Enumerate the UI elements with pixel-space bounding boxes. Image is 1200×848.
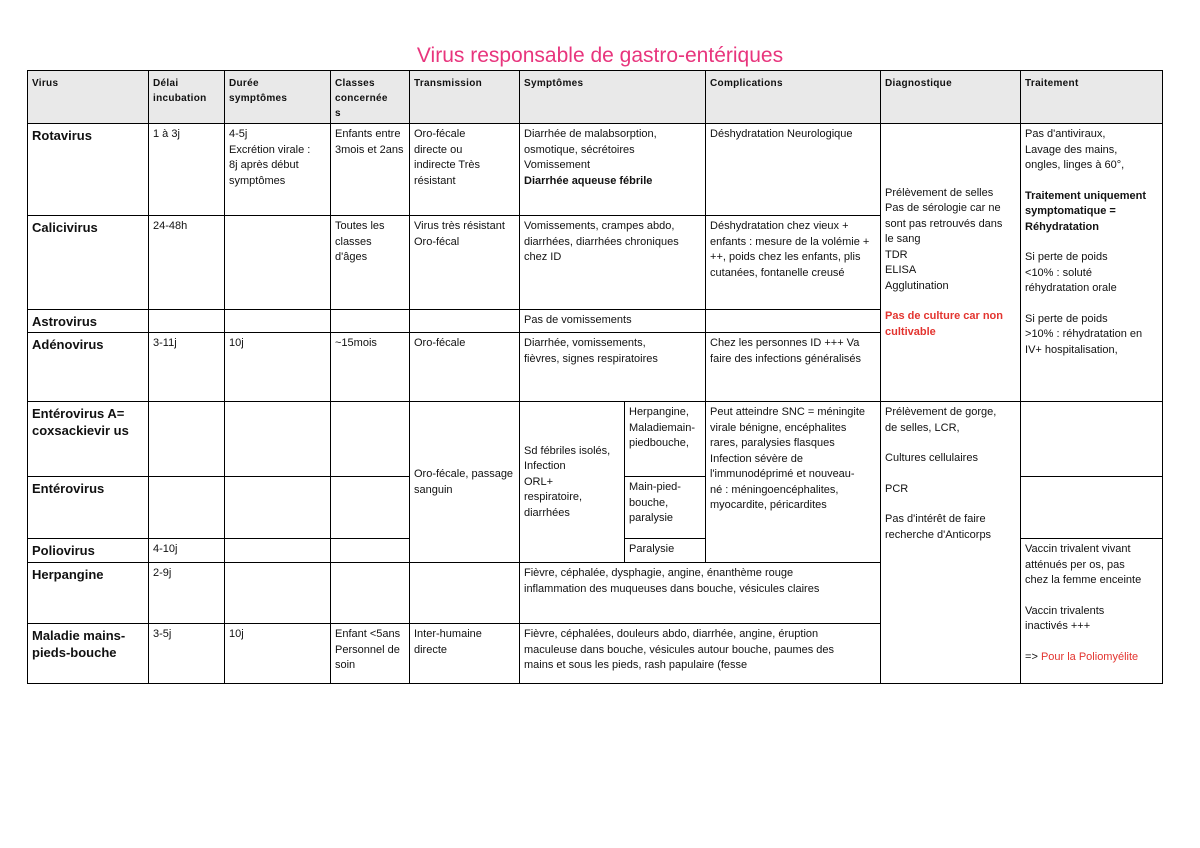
- incubation-cell: 3-11j: [149, 333, 225, 402]
- duree-cell: [225, 402, 331, 477]
- classes-cell: [331, 563, 410, 624]
- header-diagnostique: Diagnostique: [881, 71, 1021, 124]
- header-incubation: Délai incubation: [149, 71, 225, 124]
- classes-cell: [331, 539, 410, 563]
- virus-name: Adénovirus: [28, 333, 149, 402]
- classes-cell: Enfants entre 3mois et 2ans: [331, 124, 410, 216]
- traitement-cell-group2: Vaccin trivalent vivant atténués per os, pas chez la femme enceinte Vaccin trivalents inactivés +++ => Pour la Poliomyélite: [1021, 539, 1163, 684]
- complications-cell: Chez les personnes ID +++ Va faire des infections généralisés: [706, 333, 881, 402]
- symptomes-cell: Vomissements, crampes abdo, diarrhées, diarrhées chroniques chez ID: [520, 216, 706, 310]
- header-row: [28, 71, 1163, 124]
- incubation-cell: 2-9j: [149, 563, 225, 624]
- sub-symptome-cell: Main-pied- bouche, paralysie: [625, 477, 706, 539]
- incubation-cell: 24-48h: [149, 216, 225, 310]
- classes-cell: [331, 310, 410, 333]
- virus-name: Entérovirus: [28, 477, 149, 539]
- complications-cell: [706, 310, 881, 333]
- traitement-cell: [1021, 402, 1163, 477]
- duree-cell: 4-5j Excrétion virale : 8j après début symptômes: [225, 124, 331, 216]
- incubation-cell: 1 à 3j: [149, 124, 225, 216]
- header-complications: Complications: [706, 71, 881, 124]
- complications-cell: Déshydratation chez vieux + enfants : mesure de la volémie + ++, poids chez les enfants, plis cutanées, fontanelle creusé: [706, 216, 881, 310]
- sub-symptome-cell: Paralysie: [625, 539, 706, 563]
- symptomes-cell: Fièvre, céphalées, douleurs abdo, diarrhée, angine, éruption maculeuse dans bouche, vésicules autour bouche, paumes des mains et sous les pieds, rash papulaire (fesse: [520, 624, 881, 684]
- traitement-cell: [1021, 477, 1163, 539]
- transmission-cell: Oro-fécale directe ou indirecte Très résistant: [410, 124, 520, 216]
- incubation-cell: [149, 402, 225, 477]
- classes-cell: Toutes les classes d'âges: [331, 216, 410, 310]
- table-row-rotavirus: [28, 124, 1163, 216]
- header-transmission: Transmission: [410, 71, 520, 124]
- incubation-cell: [149, 477, 225, 539]
- page-title: Virus responsable de gastro-entériques: [416, 44, 784, 67]
- duree-cell: [225, 310, 331, 333]
- transmission-cell: [410, 310, 520, 333]
- header-virus: Virus: [28, 71, 149, 124]
- incubation-cell: [149, 310, 225, 333]
- virus-name: Herpangine: [28, 563, 149, 624]
- duree-cell: [225, 539, 331, 563]
- classes-cell: Enfant <5ans Personnel de soin: [331, 624, 410, 684]
- symptomes-cell: Pas de vomissements: [520, 310, 706, 333]
- transmission-cell: Inter-humaine directe: [410, 624, 520, 684]
- symptomes-cell: Diarrhée, vomissements, fièvres, signes respiratoires: [520, 333, 706, 402]
- virus-name: Entérovirus A= coxsackievir us: [28, 402, 149, 477]
- transmission-cell: [410, 563, 520, 624]
- complications-cell: Déshydratation Neurologique: [706, 124, 881, 216]
- virus-name: Rotavirus: [28, 124, 149, 216]
- transmission-cell: Oro-fécale: [410, 333, 520, 402]
- classes-cell: [331, 477, 410, 539]
- symptomes-cell-entero: Sd fébriles isolés, Infection ORL+ respiratoire, diarrhées: [520, 402, 625, 563]
- virus-name: Maladie mains- pieds-bouche: [28, 624, 149, 684]
- transmission-cell-entero: Oro-fécale, passage sanguin: [410, 402, 520, 563]
- complications-cell-entero: Peut atteindre SNC = méningite virale bénigne, encéphalites rares, paralysies flasques Infection sévère de l'immunodéprimé et nouveau- né : méningoencéphalites, myocardite, péricardites: [706, 402, 881, 563]
- incubation-cell: 3-5j: [149, 624, 225, 684]
- virus-name: Calicivirus: [28, 216, 149, 310]
- transmission-cell: Virus très résistant Oro-fécal: [410, 216, 520, 310]
- duree-cell: 10j: [225, 333, 331, 402]
- sub-symptome-cell: Herpangine, Maladiemain- piedbouche,: [625, 402, 706, 477]
- duree-cell: [225, 216, 331, 310]
- table-row-enterovirus-a: [28, 402, 1163, 477]
- diagnostique-cell-group1: Prélèvement de selles Pas de sérologie car ne sont pas retrouvés dans le sang TDR ELISA Agglutination Pas de culture car non cultivable: [881, 124, 1021, 402]
- header-classes: Classes concernée s: [331, 71, 410, 124]
- duree-cell: 10j: [225, 624, 331, 684]
- diagnostique-cell-group2: Prélèvement de gorge, de selles, LCR, Cultures cellulaires PCR Pas d'intérêt de faire recherche d'Anticorps: [881, 402, 1021, 684]
- classes-cell: [331, 402, 410, 477]
- classes-cell: ~15mois: [331, 333, 410, 402]
- header-duree: Durée symptômes: [225, 71, 331, 124]
- duree-cell: [225, 477, 331, 539]
- header-symptomes: Symptômes: [520, 71, 706, 124]
- virus-name: Astrovirus: [28, 310, 149, 333]
- header-traitement: Traitement: [1021, 71, 1163, 124]
- virus-table: [27, 70, 1163, 684]
- incubation-cell: 4-10j: [149, 539, 225, 563]
- traitement-cell-group1: Pas d'antiviraux, Lavage des mains, ongles, linges à 60°, Traitement uniquement symptomatique = Réhydratation Si perte de poids <10% : soluté réhydratation orale Si perte de poids >10% : réhydratation en IV+ hospitalisation,: [1021, 124, 1163, 402]
- symptomes-cell: Fièvre, céphalée, dysphagie, angine, énanthème rouge inflammation des muqueuses dans bouche, vésicules claires: [520, 563, 881, 624]
- duree-cell: [225, 563, 331, 624]
- symptomes-cell: Diarrhée de malabsorption, osmotique, sécrétoires Vomissement Diarrhée aqueuse fébrile: [520, 124, 706, 216]
- virus-name: Poliovirus: [28, 539, 149, 563]
